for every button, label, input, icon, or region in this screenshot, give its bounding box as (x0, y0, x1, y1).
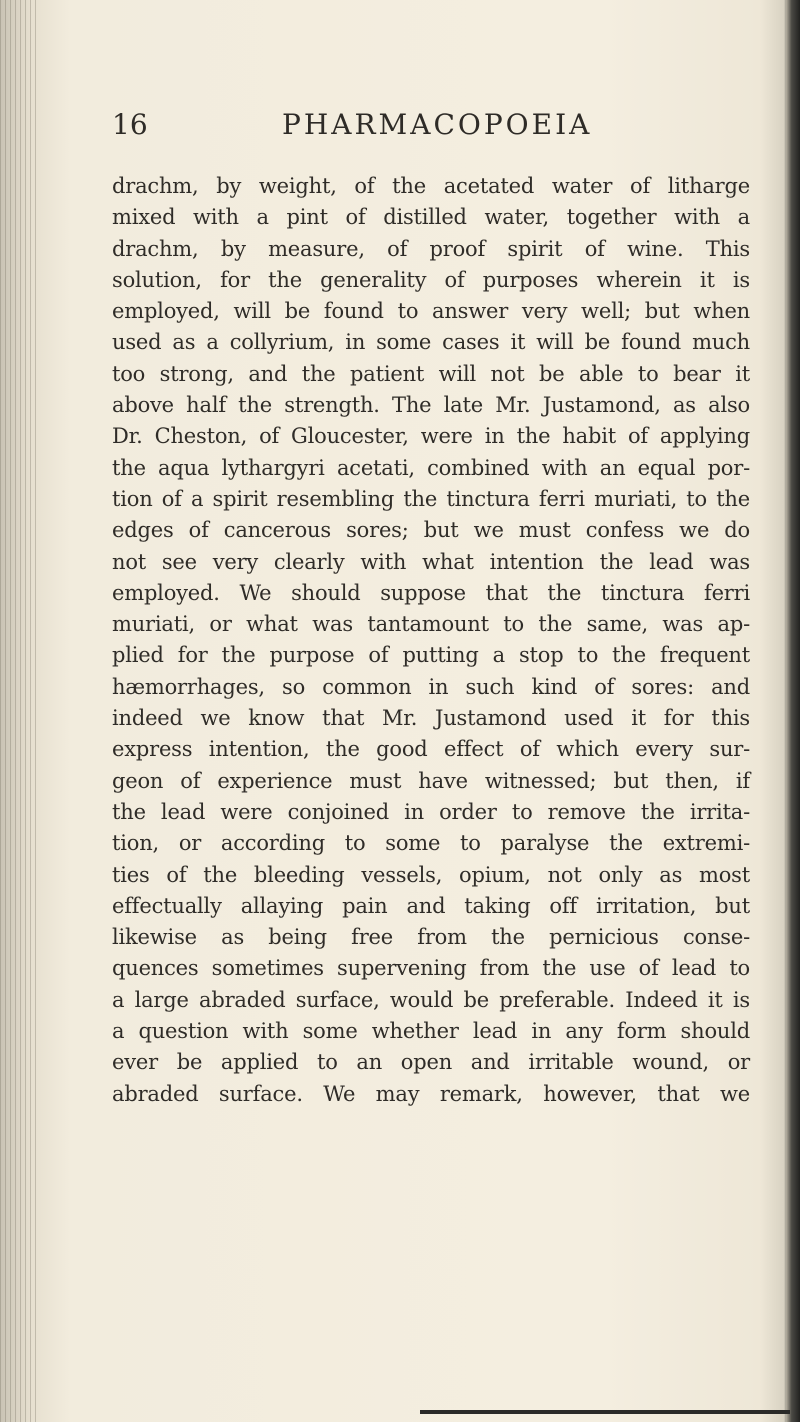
text-line: Dr. Cheston, of Gloucester, were in the habit of applying (112, 424, 750, 449)
text-line: ties of the bleeding vessels, opium, not only as most (112, 862, 750, 887)
page-header (112, 108, 732, 148)
text-line: drachm, by weight, of the acetated water of litharge (112, 174, 750, 198)
text-line: abraded surface. We may remark, however, that we (112, 1081, 750, 1106)
text-line: muriati, or what was tantamount to the same, was ap- (112, 612, 750, 637)
text-line: employed. We should suppose that the tinctura ferri (112, 580, 750, 605)
text-line: express intention, the good effect of which every sur- (112, 737, 750, 762)
text-line: not see very clearly with what intention the lead was (112, 549, 750, 574)
text-line: effectually allaying pain and taking off irritation, but (112, 893, 750, 918)
text-line: drachm, by measure, of proof spirit of wine. This (112, 236, 750, 261)
binding-gutter (0, 0, 40, 1422)
text-line: used as a collyrium, in some cases it will be found much (112, 330, 750, 355)
text-line: likewise as being free from the pernicious conse- (112, 925, 750, 950)
text-line: a large abraded surface, would be preferable. Indeed it is (112, 987, 750, 1012)
text-line: solution, for the generality of purposes wherein it is (112, 267, 750, 292)
running-head: PHARMACOPOEIA (282, 108, 593, 141)
text-line: employed, will be found to answer very well; but when (112, 299, 750, 324)
text-line: geon of experience must have witnessed; but then, if (112, 768, 750, 793)
page-edge-shadow (786, 0, 800, 1422)
text-line: the aqua lythargyri acetati, combined with an equal por- (112, 455, 750, 480)
text-line: indeed we know that Mr. Justamond used it for this (112, 706, 750, 731)
page-bottom-edge (420, 1410, 790, 1414)
text-line: above half the strength. The late Mr. Justamond, as also (112, 393, 750, 418)
page-number: 16 (112, 108, 148, 141)
text-line: edges of cancerous sores; but we must confess we do (112, 518, 750, 543)
text-line: plied for the purpose of putting a stop to the frequent (112, 643, 750, 668)
text-line: mixed with a pint of distilled water, together with a (112, 205, 750, 230)
text-line: ever be applied to an open and irritable wound, or (112, 1050, 750, 1075)
text-line: the lead were conjoined in order to remove the irrita- (112, 799, 750, 824)
text-line: a question with some whether lead in any form should (112, 1019, 750, 1044)
text-line: too strong, and the patient will not be able to bear it (112, 361, 750, 386)
body-text (112, 171, 750, 1110)
text-line: quences sometimes supervening from the use of lead to (112, 956, 750, 981)
text-line: hæmorrhages, so common in such kind of sores: and (112, 674, 750, 699)
text-line: tion, or according to some to paralyse the extremi- (112, 831, 750, 856)
text-line: tion of a spirit resembling the tinctura ferri muriati, to the (112, 486, 750, 511)
